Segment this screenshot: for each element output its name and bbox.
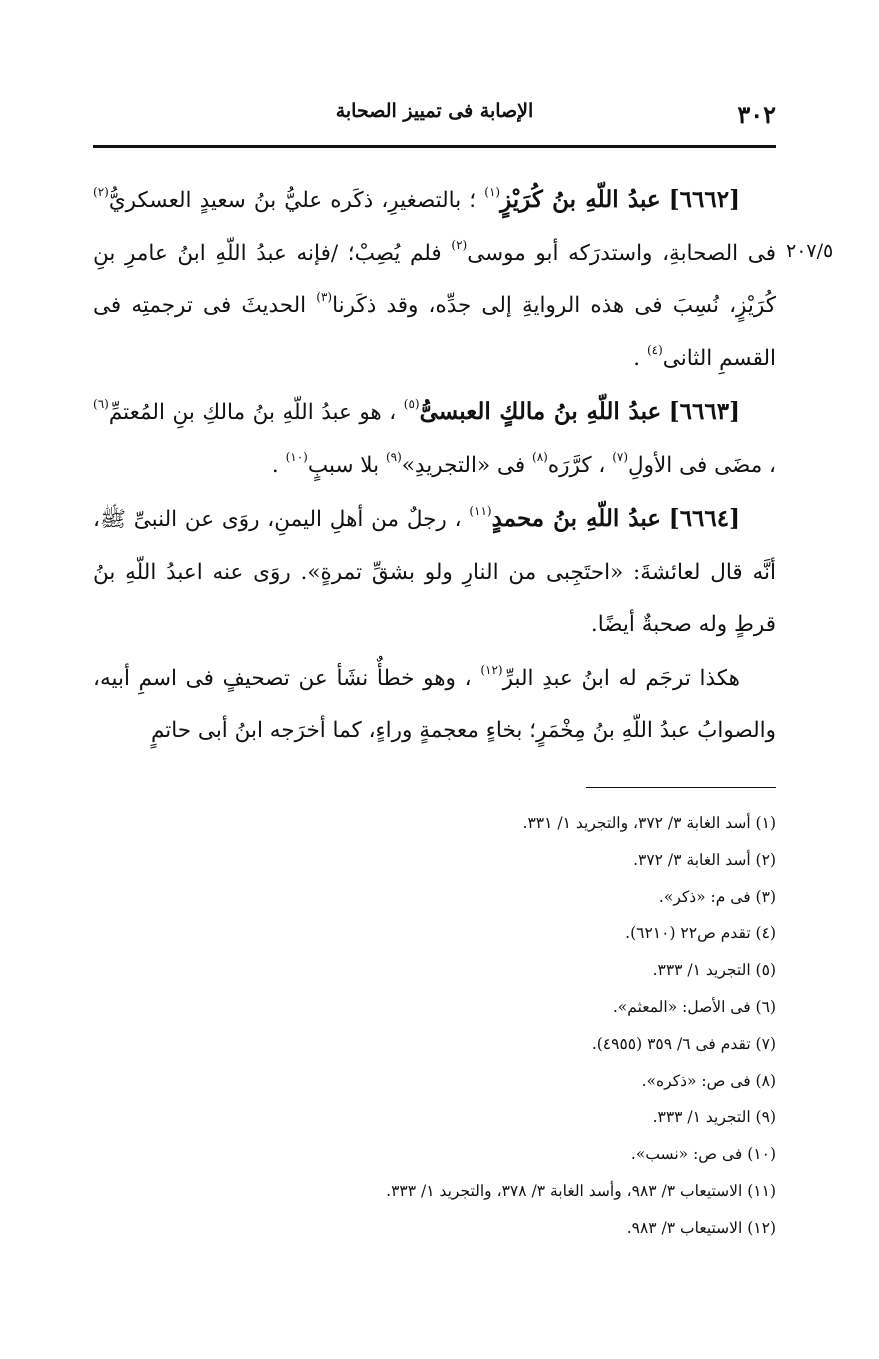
closing-text: هكذا ترجَم له ابنُ عبدِ البرِّ	[502, 665, 741, 691]
entry-text: فلم يُصِبْ؛ /فإنه عبدُ اللّهِ ابنُ عامرِ بنِ كُرَيْزٍ، نُسِبَ فى هذه الروايةِ إلى جدِّه، وقد ذكَرنا	[93, 240, 776, 318]
page-number: ٣٠٢	[737, 100, 776, 129]
footnote-ref: (١١)	[469, 504, 492, 518]
entry-text: ، كرَّرَه	[547, 452, 606, 478]
footnote-ref: (٨)	[532, 449, 548, 464]
footnote-ref: (٩)	[385, 449, 402, 464]
entry-text: الحديثَ فى ترجمتِه فى القسمِ الثانى	[93, 293, 776, 371]
footnote-ref: (٢)	[93, 185, 109, 199]
closing-paragraph	[93, 653, 776, 758]
footnote: (١٢) الاستيعاب ٣/ ٩٨٣.	[626, 1218, 776, 1237]
entry-text: ، هو عبدُ اللّهِ بنُ مالكِ بنِ المُعتمِّ	[108, 400, 397, 425]
entry-paragraph	[93, 386, 776, 492]
footnote-ref: (١٠)	[285, 449, 308, 464]
margin-note: ٢٠٧/٥	[786, 240, 834, 262]
footnotes-rule	[586, 787, 776, 788]
page-header	[93, 96, 776, 132]
entry-number: [٦٦٦٢]	[668, 186, 740, 213]
footnote-ref: (٤)	[646, 342, 663, 357]
entry-number: [٦٦٦٣]	[668, 398, 740, 425]
entry-text: بلا سببٍ	[307, 452, 380, 478]
header-rule	[93, 145, 776, 148]
footnote: (٢) أسد الغابة ٣/ ٣٧٢.	[633, 850, 776, 869]
footnote-ref: (١)	[484, 185, 501, 199]
footnote-ref: (٣)	[316, 290, 333, 304]
footnote: (٤) تقدم ص٢٢ (٦٢١٠).	[625, 924, 776, 943]
running-title: الإصابة فى تمييز الصحابة	[335, 100, 534, 122]
footnote: (١١) الاستيعاب ٣/ ٩٨٣، وأسد الغابة ٣/ ٣٧٨، والتجريد ١/ ٣٣٣.	[386, 1181, 776, 1200]
entry-number: [٦٦٦٤]	[668, 505, 740, 532]
entry-text: ؛ بالتصغيرِ، ذكَره عليُّ بنُ سعيدٍ العسكريُّ	[108, 188, 477, 213]
footnote-ref: (٢)	[451, 237, 468, 252]
footnote-ref: (٦)	[93, 397, 109, 411]
footnote: (٥) التجريد ١/ ٣٣٣.	[652, 961, 776, 980]
entry-text: .	[633, 345, 641, 371]
footnote: (٩) التجريد ١/ ٣٣٣.	[652, 1108, 776, 1127]
footnote-ref: (١٢)	[480, 662, 503, 677]
entry-text: فى الصحابةِ، واستدرَكه أبو موسى	[467, 240, 777, 266]
footnote: (١٠) فى ص: «نسب».	[630, 1145, 776, 1164]
footnote: (٧) تقدم فى ٦/ ٣٥٩ (٤٩٥٥).	[591, 1034, 776, 1053]
footnotes-list	[93, 805, 776, 1247]
footnote: (٨) فى ص: «ذكره».	[641, 1071, 776, 1090]
footnote-ref: (٥)	[403, 397, 420, 411]
closing-text: ، وهو خطأٌ نشَأ عن تصحيفٍ فى اسمِ أبيه، والصوابُ عبدُ اللّهِ بنُ مِخْمَرٍ؛ بخاءٍ معجمةٍ وراءٍ، كما أخرَجه ابنُ أبى حاتمٍ	[93, 665, 776, 743]
entry-name: عبدُ اللّهِ بنُ مالكٍ العبسىُّ	[419, 398, 662, 425]
entry-name: عبدُ اللّهِ بنُ كُرَيْزٍ	[500, 186, 661, 213]
footnote: (٣) فى م: «ذكر».	[658, 887, 776, 906]
body-text	[93, 174, 776, 759]
entry-paragraph	[93, 174, 776, 385]
entry-paragraph	[93, 493, 776, 652]
footnote: (١) أسد الغابة ٣/ ٣٧٢، والتجريد ١/ ٣٣١.	[522, 814, 776, 832]
entry-text: ، مضَى فى الأولِ	[628, 452, 776, 478]
footnote-ref: (٧)	[612, 449, 629, 464]
entry-text: .	[271, 452, 279, 478]
footnote: (٦) فى الأصل: «المعثم».	[612, 997, 776, 1016]
entry-text: ، رجلٌ من أهلِ اليمنِ، روَى عن النبىِّ ﷺ، أنَّه قال لعائشةَ: «احتَجِبى من النارِ ولو بشقِّ تمرةٍ». روَى عنه اعبدُ اللّهِ بنُ قرطٍ وله صحبةٌ أيضًا.	[93, 507, 776, 637]
entry-name: عبدُ اللّهِ بنُ محمدٍ	[491, 505, 661, 532]
entry-text: فى «التجريدِ»	[401, 452, 526, 478]
